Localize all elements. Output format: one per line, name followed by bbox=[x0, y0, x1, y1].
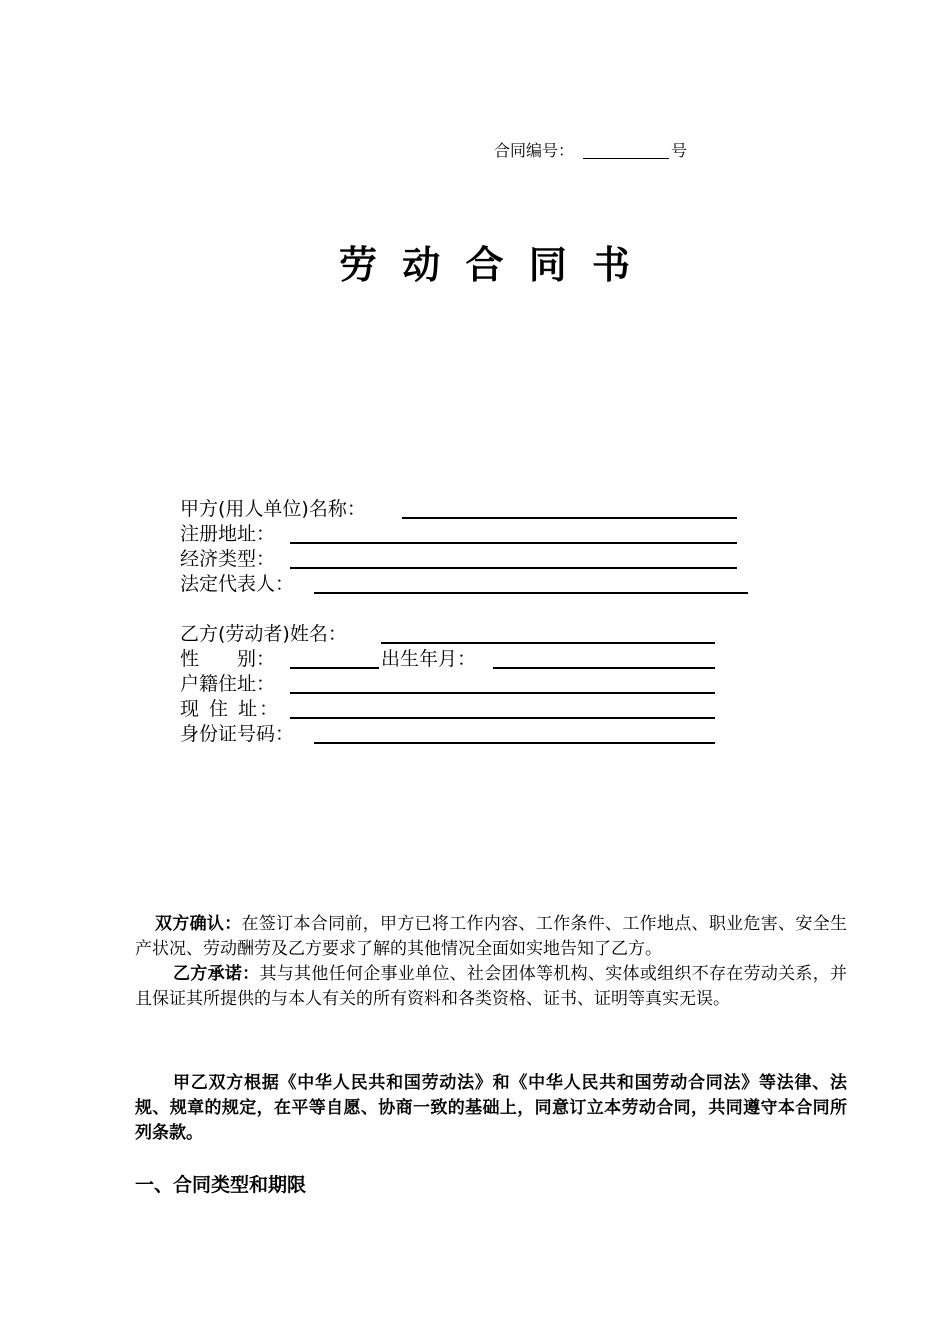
party-b-gender-field[interactable] bbox=[290, 667, 379, 669]
confirmation-text: 在签订本合同前，甲方已将工作内容、工作条件、工作地点、职业危害、安全生产状况、劳动酬劳及乙方要求了解的其他情况全面如实地告知了乙方。 bbox=[135, 914, 848, 959]
promise-text: 其与其他任何企事业单位、社会团体等机构、实体或组织不存在劳动关系，并且保证其所提供的与本人有关的所有资料和各类资格、证书、证明等真实无误。 bbox=[135, 964, 848, 1009]
party-b-id-field[interactable] bbox=[314, 742, 715, 744]
party-b-birth-label: 出生年月： bbox=[381, 648, 477, 670]
party-b-current-address-field[interactable] bbox=[290, 717, 715, 719]
contract-number-suffix: 号 bbox=[671, 141, 688, 160]
basis-paragraph: 甲乙双方根据《中华人民共和国劳动法》和《中华人民共和国劳动合同法》等法律、法规、规章的规定，在平等自愿、协商一致的基础上，同意订立本劳动合同，共同遵守本合同所列条款。 bbox=[135, 1073, 847, 1143]
party-b-gender-label: 性 别： bbox=[180, 648, 276, 670]
party-a-legal-rep-label: 法定代表人： bbox=[180, 573, 295, 595]
party-b-current-address-label: 现 住 址： bbox=[180, 698, 281, 720]
party-b-birth-field[interactable] bbox=[493, 667, 715, 669]
section-1-heading: 一、合同类型和期限 bbox=[135, 1174, 307, 1196]
party-a-name-label: 甲方(用人单位)名称： bbox=[180, 498, 366, 520]
party-a-address-field[interactable] bbox=[290, 542, 737, 544]
party-a-economic-type-field[interactable] bbox=[290, 567, 737, 569]
contract-number-label: 合同编号： bbox=[494, 141, 575, 160]
contract-number-field[interactable] bbox=[583, 158, 669, 159]
party-a-legal-rep-field[interactable] bbox=[314, 592, 748, 594]
party-b-name-label: 乙方(劳动者)姓名： bbox=[180, 623, 347, 645]
promise-paragraph bbox=[135, 962, 847, 1012]
promise-label: 乙方承诺： bbox=[173, 964, 260, 984]
party-b-household-label: 户籍住址： bbox=[180, 673, 276, 695]
document-title: 劳 动 合 同 书 bbox=[339, 243, 636, 287]
party-b-name-field[interactable] bbox=[381, 642, 715, 644]
party-a-address-label: 注册地址： bbox=[180, 523, 276, 545]
confirmation-label: 双方确认： bbox=[155, 914, 242, 934]
party-b-household-field[interactable] bbox=[290, 692, 715, 694]
confirmation-paragraph bbox=[135, 912, 847, 962]
party-b-id-label: 身份证号码： bbox=[180, 723, 295, 745]
party-a-name-field[interactable] bbox=[402, 517, 737, 519]
party-a-economic-type-label: 经济类型： bbox=[180, 548, 276, 570]
